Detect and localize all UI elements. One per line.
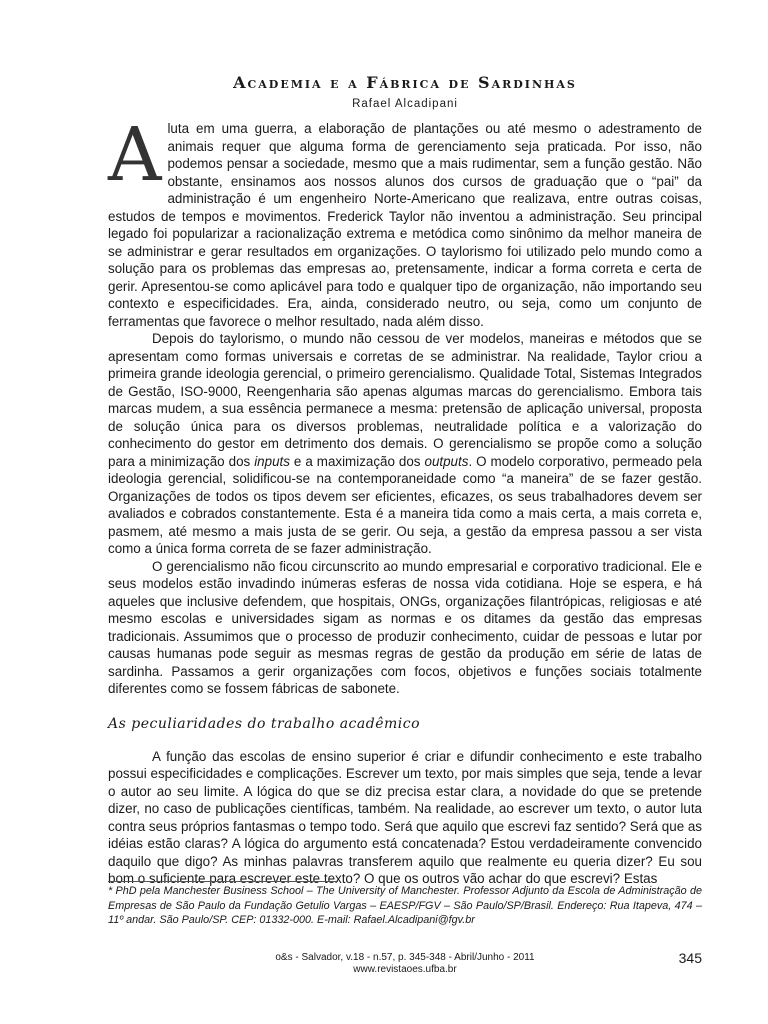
article-body: [108, 112, 703, 888]
paragraph-4: A função das escolas de ensino superior é criar e difundir conhecimento e este trabalho possui especificidades e complicações. Escrever um texto, por mais simples que seja, tende a levar o autor ao seu limite. A lógica do que se diz precisa estar clara, a novidade do que se pretende dizer, no caso de publicações científicas, também. Na realidade, ao escrever um texto, o autor luta contra seus próprios fantasmas o tempo todo. Será que aquilo que escrevi faz sentido? Será que as idéias estão claras? A lógica do argumento está concatenada? Estou verdadeiramente convencido daquilo que digo? As minhas palavras transferem aquilo que realmente eu queria dizer? Eu sou bom o suficiente para escrever este texto? O que os outros vão achar do que escrevi? Estas: [108, 748, 703, 886]
paragraph-2-text-a: Depois do taylorismo, o mundo não cessou de ver modelos, maneiras e métodos que se apresentam como formas universais e corretas de se administrar. Na realidade, Taylor criou a primeira grande ideologia gerencial, o primeiro gerencialismo. Qualidade Total, Sistemas Integrados de Gestão, ISO-9000, Reengenharia são apenas algumas marcas do gerencialismo. Embora tais marcas mudem, a sua essência permanece a mesma: pretensão de aplicação universal, proposta de solução única para os diversos problemas, neutralidade política e a valorização do conhecimento do gestor em detrimento dos demais. O gerencialismo se propõe como a solução para a minimização dos: [108, 331, 702, 469]
paragraph-1: [108, 112, 702, 330]
paragraph-1-text: luta em uma guerra, a elaboração de plantações ou até mesmo o adestramento de animais requer que alguma forma de gerenciamento seja praticada. Por isso, não podemos pensar a sociedade, mesmo que a mais rudimentar, sem a função gestão. Não obstante, ensinamos aos nossos alunos dos cursos de graduação que o “pai” da administração é um engenheiro Norte-Americano que realizava, entre outras coisas, estudos de tempos e movimentos. Frederick Taylor não inventou a administração. Seu principal legado foi popularizar a racionalização extrema e metódica como sinônimo da melhor maneira de se administrar e gerar resultados em organizações. O taylorismo foi utilizado pelo mundo como a solução para os problemas das empresas ao, pretensamente, indicar a forma correta e certa de gerir. Apresentou-se como aplicável para todo e qualquer tipo de organização, não importando seu contexto e especificidades. Era, ainda, considerado neutro, ou seja, como um conjunto de ferramentas que favorece o melhor resultado, nada além disso.: [108, 121, 702, 329]
drop-cap: A: [108, 112, 162, 198]
paragraph-3: O gerencialismo não ficou circunscrito ao mundo empresarial e corporativo tradicional. Ele e seus modelos estão invadindo inúmeras esferas de nossa vida cotidiana. Hoje se espera, e há aqueles que inclusive defendem, que hospitais, ONGs, organizações filantrópicas, religiosas e até mesmo escolas e universidades sigam as normas e os ditames da gestão das empresas tradicionais. Assumimos que o processo de produzir conhecimento, cuidar de pessoas e lutar por causas humanas pode seguir as mesmas regras de gestão da produção em série de latas de sardinha. Passamos a gerir organizações com focos, objetivos e funções sociais totalmente diferentes como se fossem fábricas de sabonete.: [108, 558, 702, 696]
footnote-divider: [108, 881, 338, 882]
article-author: Rafael Alcadipani: [352, 98, 458, 110]
section-heading: As peculiaridades do trabalho acadêmico: [108, 715, 421, 732]
paragraph-2-text-b: e a maximização dos: [289, 453, 425, 469]
journal-citation: o&s - Salvador, v.18 - n.57, p. 345-348 - Abril/Junho - 2011: [275, 952, 535, 963]
author-footnote: * PhD pela Manchester Business School – The University of Manchester. Professor Adjunto da Escola de Administração de Empresas de São Paulo da Fundação Getulio Vargas – EAESP/FGV – São Paulo/SP/Brasil. Endereço: Rua Itapeva, 474 – 11º andar. São Paulo/SP. CEP: 01332-000. E-mail: Rafael.Alcadipani@fgv.br: [108, 885, 702, 926]
article-title: Academia e a Fábrica de Sardinhas: [233, 73, 577, 92]
paragraph-2: [108, 330, 702, 558]
article-page: [108, 72, 702, 888]
term-outputs: outputs: [424, 453, 469, 469]
term-inputs: inputs: [254, 453, 290, 469]
page-footer: [108, 952, 702, 982]
paragraph-2-text-c: . O modelo corporativo, permeado pela ideologia gerencial, solidificou-se na contemporaneidade como “a maneira” de se fazer gestão. Organizações de todos os tipos devem ser eficientes, eficazes, os seus trabalhadores devem ser avaliados e cobrados constantemente. Esta é a maneira tida como a mais certa, a mais correta e, pasmem, até mesmo a mais justa de se gerir. Ou seja, a gestão da empresa passou a ser vista como a única forma correta de se fazer administração.: [108, 453, 702, 556]
journal-website: www.revistaoes.ufba.br: [353, 964, 457, 975]
page-number: 345: [678, 950, 702, 966]
